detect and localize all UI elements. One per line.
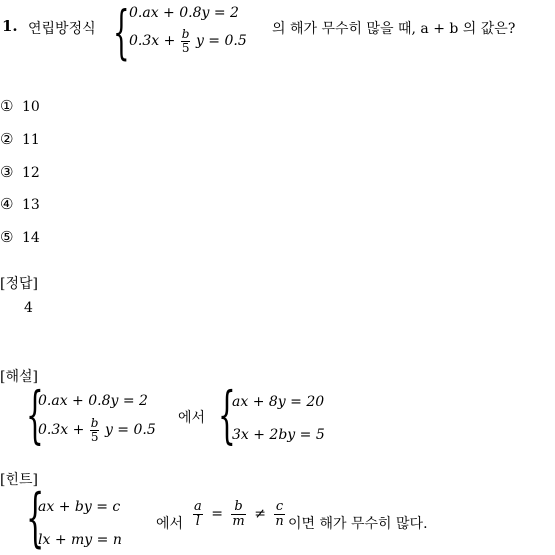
explanation-label: [해설] [0, 369, 38, 385]
explanation-brace-right: { [218, 378, 236, 451]
hint-ratio-expression [192, 500, 286, 528]
hint-mid-text: 에서 [156, 516, 184, 532]
problem-eq2 [129, 28, 247, 54]
choice-5-value: 14 [22, 230, 40, 246]
answer-value: 4 [24, 300, 33, 316]
fraction-numerator: b [181, 27, 190, 41]
choice-3-value: 12 [22, 165, 40, 181]
hint-fraction-a-l [193, 500, 203, 528]
explanation-eq2 [38, 417, 156, 443]
explanation-mid-text: 에서 [178, 410, 206, 426]
choice-1-mark: ① [0, 97, 14, 115]
choice-2-value: 11 [22, 132, 40, 148]
problem-number: 1. [2, 17, 18, 35]
explanation-eq2-fraction [90, 417, 100, 443]
hint-brace: { [26, 481, 45, 555]
explanation-eq2-left: 0.3x + [38, 422, 85, 439]
fraction-denominator: l [195, 513, 200, 529]
choice-1-value: 10 [22, 99, 40, 115]
answer-label: [정답] [0, 276, 38, 292]
hint-eq1: ax + by = c [38, 499, 121, 515]
explanation-eq2-right: y = 0.5 [104, 422, 156, 439]
fraction-denominator: 5 [181, 40, 190, 55]
explanation-eq1: 0.ax + 0.8y = 2 [38, 393, 148, 409]
fraction-numerator: a [194, 499, 202, 514]
explanation-result-eq1: ax + 8y = 20 [232, 394, 325, 410]
fraction-numerator: b [90, 416, 99, 430]
choice-4-value: 13 [22, 197, 40, 213]
choice-4-mark: ④ [0, 195, 14, 213]
fraction-denominator: 5 [90, 429, 99, 444]
fraction-denominator: m [232, 513, 245, 529]
problem-eq2-left: 0.3x + [129, 33, 176, 50]
fraction-numerator: b [231, 500, 245, 515]
hint-not-equal-sign: ≠ [254, 506, 266, 523]
choice-3-mark: ③ [0, 163, 14, 181]
choice-2[interactable] [0, 130, 40, 148]
choice-4[interactable] [0, 195, 40, 213]
fraction-numerator: c [275, 499, 284, 514]
choice-5[interactable] [0, 228, 40, 246]
hint-equals-sign: = [211, 506, 223, 523]
problem-eq2-right: y = 0.5 [195, 33, 247, 50]
problem-eq1: 0.ax + 0.8y = 2 [129, 5, 239, 21]
choice-2-mark: ② [0, 130, 14, 148]
hint-eq2: lx + my = n [38, 532, 122, 548]
explanation-brace-left: { [26, 378, 44, 451]
problem-lead-text: 연립방정식 [28, 21, 96, 37]
choice-1[interactable] [0, 97, 40, 115]
choice-5-mark: ⑤ [0, 228, 14, 246]
choice-3[interactable] [0, 163, 40, 181]
hint-tail-text: 이면 해가 무수히 많다. [288, 516, 428, 532]
problem-eq2-fraction [181, 28, 191, 54]
hint-label: [힌트] [0, 472, 38, 488]
hint-fraction-c-n [274, 500, 284, 528]
explanation-result-eq2: 3x + 2by = 5 [232, 427, 325, 443]
system-brace: { [113, 0, 130, 66]
hint-fraction-b-m [231, 500, 245, 528]
fraction-denominator: n [275, 513, 284, 529]
problem-trail-text: 의 해가 무수히 많을 때, a + b 의 값은? [272, 21, 516, 37]
